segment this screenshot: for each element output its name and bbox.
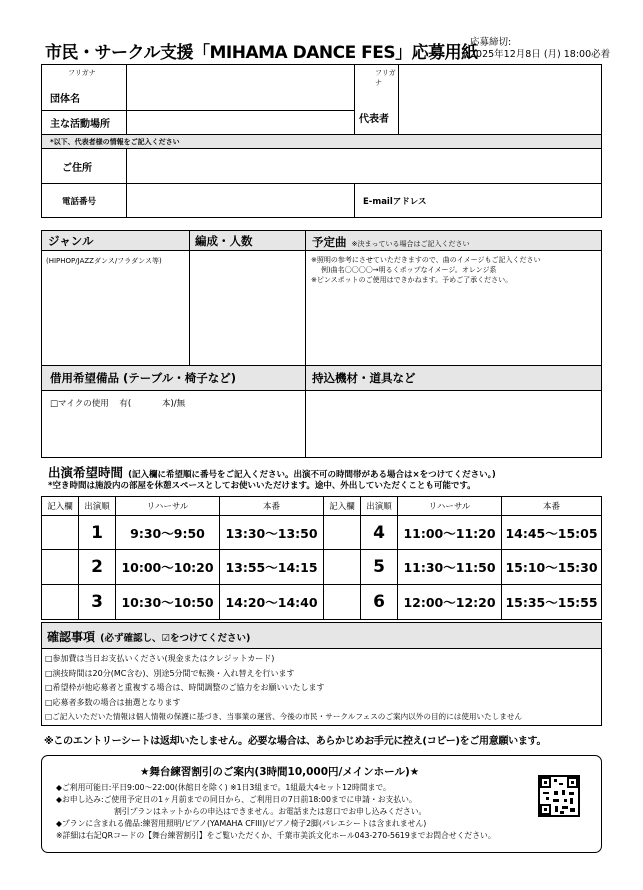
col-order-left: 出演順 <box>79 497 116 516</box>
representative-label: 代表者 <box>359 114 389 125</box>
equip-field[interactable] <box>42 391 306 458</box>
furigana-label: フリガナ <box>68 69 96 77</box>
rehearsal-time: 11:30〜11:50 <box>398 550 502 585</box>
schedule-table <box>41 496 602 620</box>
schedule-title-note: (記入欄に希望順に番号をご記入ください。出演不可の時間帯がある場合は×をつけてください。) <box>128 470 496 480</box>
deadline-value: 2025年12月8日 (月) 18:00必着 <box>470 49 611 60</box>
genre-header: ジャンル <box>42 231 190 251</box>
show-time: 15:35〜15:55 <box>502 585 602 620</box>
col-show-right: 本番 <box>502 497 602 516</box>
confirm-title: 確認事項 <box>47 630 96 644</box>
entry-field-5[interactable] <box>324 550 361 585</box>
deadline <box>470 37 610 61</box>
rehearsal-time: 10:30〜10:50 <box>116 585 220 620</box>
email-label: E-mailアドレス <box>363 196 427 207</box>
email-cell[interactable] <box>355 184 602 218</box>
song-desc-3: ※ピンスポットのご使用はできかねます。予めご了承ください。 <box>311 276 513 284</box>
table-row <box>42 516 602 550</box>
rehearsal-time: 9:30〜9:50 <box>116 516 220 550</box>
schedule-sub-note: *空き時間は施設内の部屋を休憩スペースとしてお使いいただけます。途中、外出していただくことも可能です。 <box>48 481 476 491</box>
entry-field-6[interactable] <box>324 585 361 620</box>
confirm-header <box>42 623 602 649</box>
col-show-left: 本番 <box>220 497 324 516</box>
table-row <box>42 585 602 620</box>
furigana-label-rep: フリガナ <box>375 69 396 87</box>
mic-count: 本)/無 <box>161 399 186 409</box>
details-table <box>41 230 602 366</box>
bring-field[interactable] <box>306 391 602 458</box>
info-line: 割引プランはネットからの申込はできません。お電話または窓口でお申し込みください。 <box>114 807 427 816</box>
representative-field[interactable] <box>399 65 602 135</box>
rehearsal-time: 10:00〜10:20 <box>116 550 220 585</box>
song-field[interactable] <box>306 251 602 366</box>
confirm-item[interactable]: □演技時間は20分(MC含む)、別途5分間で転換・入れ替えを行います <box>45 668 295 678</box>
mic-yes: 有( <box>119 399 132 409</box>
confirm-item[interactable]: □希望枠が他応募者と重複する場合は、時間調整のご協力をお願いいたします <box>45 683 325 693</box>
rehearsal-time: 12:00〜12:20 <box>398 585 502 620</box>
entry-field-3[interactable] <box>42 585 79 620</box>
page-title: 市民・サークル支援「MIHAMA DANCE FES」応募用紙 <box>45 43 478 63</box>
col-entry-left: 記入欄 <box>42 497 79 516</box>
confirm-title-note: (必ず確認し、☑をつけてください) <box>100 633 251 644</box>
group-name-label: 団体名 <box>50 94 80 105</box>
rehearsal-time: 11:00〜11:20 <box>398 516 502 550</box>
order-number: 1 <box>79 516 116 550</box>
members-field[interactable] <box>190 251 306 366</box>
confirm-item[interactable]: □応募者多数の場合は抽選となります <box>45 697 181 707</box>
genre-example: (HIPHOP/JAZZダンス/フラダンス等) <box>46 257 162 265</box>
equip-header: 借用希望備品 (テーブル・椅子など) <box>42 366 306 391</box>
entry-field-2[interactable] <box>42 550 79 585</box>
confirm-table <box>41 622 602 726</box>
show-time: 15:10〜15:30 <box>502 550 602 585</box>
applicant-table <box>41 64 602 218</box>
order-number: 4 <box>361 516 398 550</box>
rep-note: *以下、代表者様の情報をご記入ください <box>42 135 602 149</box>
members-header: 編成・人数 <box>190 231 306 251</box>
table-row <box>42 550 602 585</box>
entry-field-1[interactable] <box>42 516 79 550</box>
order-number: 6 <box>361 585 398 620</box>
song-note: ※決まっている場合はご記入ください <box>351 240 470 248</box>
confirm-item[interactable]: □参加費は当日お支払いください(現金またはクレジットカード) <box>45 654 275 663</box>
order-number: 2 <box>79 550 116 585</box>
song-desc-1: ※照明の参考にさせていただきますので、曲のイメージもご記入ください <box>311 256 541 264</box>
deadline-label: 応募締切: <box>470 37 512 48</box>
song-desc-2: 例)曲名〇〇〇〇→明るくポップなイメージ。オレンジ系 <box>321 266 497 274</box>
info-title: ★舞台練習割引のご案内(3時間10,000円/メインホール)★ <box>140 766 420 778</box>
return-note: ※このエントリーシートは返却いたしません。必要な場合は、あらかじめお手元に控え(コピー)をご用意願います。 <box>44 736 547 747</box>
order-number: 5 <box>361 550 398 585</box>
confirm-item[interactable]: □ご記入いただいた情報は個人情報の保護に基づき、当事業の運営、今後の市民・サークルフェスのご案内以外の目的には使用いたしません <box>45 712 523 722</box>
entry-field-4[interactable] <box>324 516 361 550</box>
col-order-right: 出演順 <box>361 497 398 516</box>
info-line: ※詳細は右記QRコードの【舞台練習割引】をご覧いただくか、千葉市美浜文化ホール043-270-5619までお問合せください。 <box>56 831 496 840</box>
song-label: 予定曲 <box>312 235 347 249</box>
bring-header: 持込機材・道具など <box>306 366 602 391</box>
equipment-table <box>41 365 602 458</box>
song-header <box>306 231 602 251</box>
qr-code-icon[interactable] <box>538 775 580 817</box>
info-body <box>56 782 496 842</box>
schedule-title: 出演希望時間 <box>48 465 124 480</box>
phone-field[interactable] <box>127 184 355 218</box>
mic-checkbox[interactable]: □マイクの使用 <box>50 399 109 409</box>
address-label: ご住所 <box>42 149 127 184</box>
confirm-list <box>42 649 602 726</box>
phone-label: 電話番号 <box>42 184 127 218</box>
show-time: 13:55〜14:15 <box>220 550 324 585</box>
activity-place-field[interactable] <box>127 111 355 135</box>
info-line: ◆プランに含まれる備品:練習用照明/ピアノ(YAMAHA CFIII)/ピアノ椅子2脚(パレエシートは含まれません) <box>56 819 427 828</box>
show-time: 14:20〜14:40 <box>220 585 324 620</box>
show-time: 13:30〜13:50 <box>220 516 324 550</box>
address-field[interactable] <box>127 149 602 184</box>
group-name-field[interactable] <box>127 65 355 111</box>
show-time: 14:45〜15:05 <box>502 516 602 550</box>
activity-place-label: 主な活動場所 <box>42 111 127 135</box>
col-rehearsal-right: リハーサル <box>398 497 502 516</box>
info-line: ◆ご利用可能日:平日9:00〜22:00(休館日を除く) ※1日3組まで。1組最大4セット12時間まで。 <box>56 783 391 792</box>
group-name-label-cell <box>42 65 127 111</box>
col-entry-right: 記入欄 <box>324 497 361 516</box>
rep-label-cell <box>355 65 399 135</box>
col-rehearsal-left: リハーサル <box>116 497 220 516</box>
genre-field[interactable] <box>42 251 190 366</box>
info-line: ◆お申し込み:ご使用予定日の1ヶ月前までの同日から、ご利用日の7日前18:00までに申請・お支払い。 <box>56 795 417 804</box>
order-number: 3 <box>79 585 116 620</box>
